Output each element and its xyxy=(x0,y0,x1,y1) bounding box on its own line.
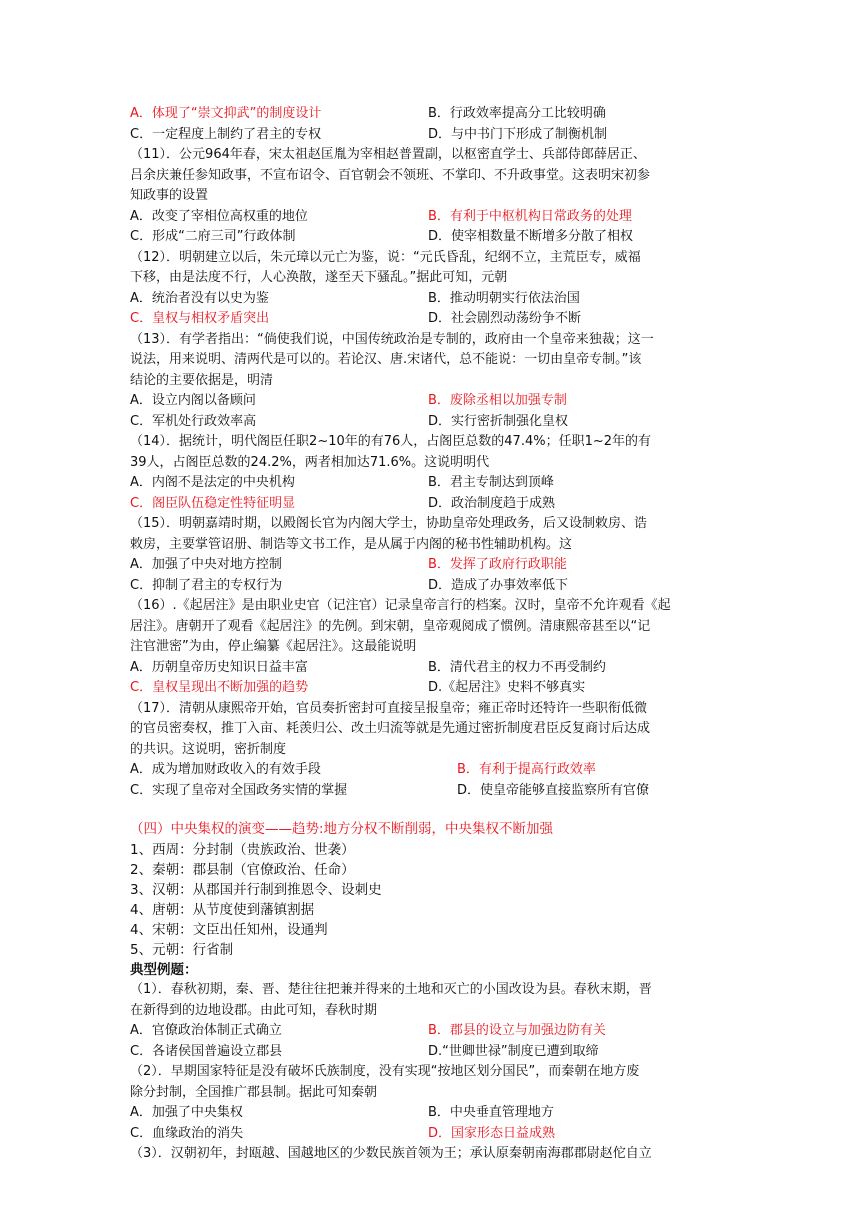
question-text-line: 吕余庆兼任参知政事，不宣布诏令、百官朝会不领班、不掌印、不升政事堂。这表明宋初参 xyxy=(130,167,651,183)
options-row xyxy=(130,104,740,125)
option: C．形成“二府三司”行政体制 xyxy=(130,229,296,244)
list-item: 1、西周：分封制（贵族政治、世袭） xyxy=(130,842,355,858)
option: D．使宰相数量不断增多分散了相权 xyxy=(428,229,634,244)
list-item: 4、宋朝：文臣出任知州，设通判 xyxy=(130,922,328,938)
question-text-line: 敕房，主要掌管诏册、制诰等文书工作，是从属于内阁的秘书性辅助机构。这 xyxy=(130,536,573,552)
question-text-line: （1）．春秋初期，秦、晋、楚往往把兼并得来的土地和灭亡的小国改设为县。春秋末期，晋 xyxy=(130,982,652,997)
option: A．加强了中央对地方控制 xyxy=(130,557,282,572)
answer-option: C．皇权呈现出不断加强的趋势 xyxy=(130,680,309,695)
option: A．历朝皇帝历史知识日益丰富 xyxy=(130,659,308,675)
options-row xyxy=(130,1124,740,1145)
question-text-line: （17）．清朝从康熙帝开始，官员奏折密封可直接呈报皇帝；雍正帝时还特许一些职衔低微 xyxy=(130,700,648,716)
option: D．与中书门下形成了制衡机制 xyxy=(428,126,608,142)
question-text-line: 下移，由是法度不行，人心涣散，遂至天下骚乱。”据此可知，元朝 xyxy=(130,270,508,285)
answer-option: D．国家形态日益成熟 xyxy=(428,1125,556,1141)
option: A．官僚政治体制正式确立 xyxy=(130,1023,282,1038)
options-row xyxy=(130,412,740,433)
options-row xyxy=(130,658,740,679)
answer-option: C．皇权与相权矛盾突出 xyxy=(130,311,270,326)
question-text-line: （2）．早期国家特征是没有破坏氏族制度，没有实现“按地区划分国民”，而秦朝在地方废 xyxy=(130,1064,640,1079)
question-text-line: 结论的主要依据是，明清 xyxy=(130,372,274,388)
options-row xyxy=(130,781,740,802)
option: D．造成了办事效率低下 xyxy=(428,577,569,593)
option: C．一定程度上制约了君主的专权 xyxy=(130,126,322,142)
options-row xyxy=(130,576,740,597)
answer-option: B．发挥了政府行政职能 xyxy=(428,557,567,572)
question-text-line: 除分封制，全国推广郡县制。据此可知秦朝 xyxy=(130,1084,378,1100)
option: C．抑制了君主的专权行为 xyxy=(130,577,283,593)
option: D．使皇帝能够直接监察所有官僚 xyxy=(457,782,650,798)
options-row xyxy=(130,1103,740,1124)
answer-option: B．郡县的设立与加强边防有关 xyxy=(428,1023,606,1038)
option: D.“世卿世禄”制度已遭到取缔 xyxy=(428,1043,599,1059)
option: B．清代君主的权力不再受制约 xyxy=(428,659,606,675)
options-row xyxy=(130,289,740,310)
list-item: 2、秦朝：郡县制（官僚政治、任命） xyxy=(130,862,355,878)
option: C．军机处行政效率高 xyxy=(130,413,257,429)
question-text-line: 知政事的设置 xyxy=(130,188,209,203)
option: B．推动明朝实行依法治国 xyxy=(428,290,580,306)
options-row xyxy=(130,125,740,146)
question-text-line: 注官泄密”为由，停止编纂《起居注》。这最能说明 xyxy=(130,639,417,654)
question-text-line: 39人，占阁臣总数的24.2%，两者相加达71.6%。这说明明代 xyxy=(130,454,490,470)
list-item: 3、汉朝：从郡国并行制到推恩令、设刺史 xyxy=(130,882,382,898)
list-item: 4、唐朝：从节度使到藩镇割据 xyxy=(130,902,315,918)
question-text-line: 说法，用来说明、清两代是可以的。若论汉、唐.宋诸代，总不能说：一切由皇帝专制。”该 xyxy=(130,352,642,367)
answer-option: A．体现了“崇文抑武”的制度设计 xyxy=(130,106,322,121)
question-text-line: （16）.《起居注》是由职业史官（记注官）记录皇帝言行的档案。汉时，皇帝不允许观看《起 xyxy=(130,598,671,613)
option: C．血缘政治的消失 xyxy=(130,1125,244,1141)
options-row xyxy=(130,227,740,248)
answer-option: B．有利于提高行政效率 xyxy=(457,762,596,777)
section-title: （四）中央集权的演变——趋势:地方分权不断削弱，中央集权不断加强 xyxy=(130,821,554,837)
question-text-line: 在新得到的边地设郡。由此可知，春秋时期 xyxy=(130,1002,378,1018)
answer-option: B．有利于中枢机构日常政务的处理 xyxy=(428,208,632,224)
option: D.《起居注》史料不够真实 xyxy=(428,680,586,695)
question-text-line: （14）．据统计，明代阁臣任职2~10年的有76人，占阁臣总数的47.4%；任职1~2年的有 xyxy=(130,434,652,449)
options-row xyxy=(130,473,740,494)
options-row xyxy=(130,760,740,781)
question-text-line: （11）．公元964年春，宋太祖赵匡胤为宰相赵普置副，以枢密直学士、兵部侍郎薛居正、 xyxy=(130,147,646,162)
question-text-line: （13）．有学者指出：“倘使我们说，中国传统政治是专制的，政府由一个皇帝来独裁；这一 xyxy=(130,331,654,347)
option: B．行政效率提高分工比较明确 xyxy=(428,106,606,121)
option: C．各诸侯国普遍设立郡县 xyxy=(130,1043,283,1059)
option: D．社会剧烈动荡纷争不断 xyxy=(428,311,582,326)
question-text-line: （12）．明朝建立以后，朱元璋以元亡为鉴，说：“元氏昏乱，纪纲不立，主荒臣专，威福 xyxy=(130,249,641,265)
question-text-line: 的官员密奏权，推丁入亩、耗羡归公、改土归流等就是先通过密折制度君臣反复商讨后达成 xyxy=(130,721,651,736)
option: C．实现了皇帝对全国政务实情的掌握 xyxy=(130,782,348,798)
questions-block-2 xyxy=(130,980,740,1165)
option: B．君主专制达到顶峰 xyxy=(428,475,554,490)
option: D．实行密折制强化皇权 xyxy=(428,413,569,429)
options-row xyxy=(130,309,740,330)
options-row xyxy=(130,555,740,576)
option: A．设立内阁以备顾问 xyxy=(130,393,256,408)
question-text-line: （15）．明朝嘉靖时期，以殿阁长官为内阁大学士，协助皇帝处理政务，后又设制敕房、诰 xyxy=(130,516,648,531)
document-page xyxy=(130,104,740,1165)
question-text-line: 的共识。这说明，密折制度 xyxy=(130,741,287,757)
option: A．加强了中央集权 xyxy=(130,1105,243,1120)
option: A．内阁不是法定的中央机构 xyxy=(130,475,295,490)
options-row xyxy=(130,1021,740,1042)
answer-option: B．废除丞相以加强专制 xyxy=(428,393,567,408)
options-row xyxy=(130,678,740,699)
option: A．改变了宰相位高权重的地位 xyxy=(130,208,308,224)
options-row xyxy=(130,207,740,228)
option: A．成为增加财政收入的有效手段 xyxy=(130,762,321,777)
option: B．中央垂直管理地方 xyxy=(428,1105,554,1120)
list-item: 5、元朝：行省制 xyxy=(130,942,234,958)
option: A．统治者没有以史为鉴 xyxy=(130,290,269,306)
option: D．政治制度趋于成熟 xyxy=(428,495,556,511)
answer-option: C．阁臣队伍稳定性特征明显 xyxy=(130,495,296,511)
questions-block-1 xyxy=(130,104,740,801)
dynasty-list xyxy=(130,840,740,960)
options-row xyxy=(130,494,740,515)
question-text-line: （3）．汉朝初年，封瓯越、国越地区的少数民族首领为王；承认原秦朝南海郡郡尉赵佗自立 xyxy=(130,1146,652,1161)
options-row xyxy=(130,391,740,412)
examples-heading: 典型例题： xyxy=(130,962,198,978)
options-row xyxy=(130,1042,740,1063)
question-text-line: 居注》。唐朝开了观看《起居注》的先例。到宋朝，皇帝观阅成了惯例。清康熙帝甚至以“记 xyxy=(130,618,651,634)
